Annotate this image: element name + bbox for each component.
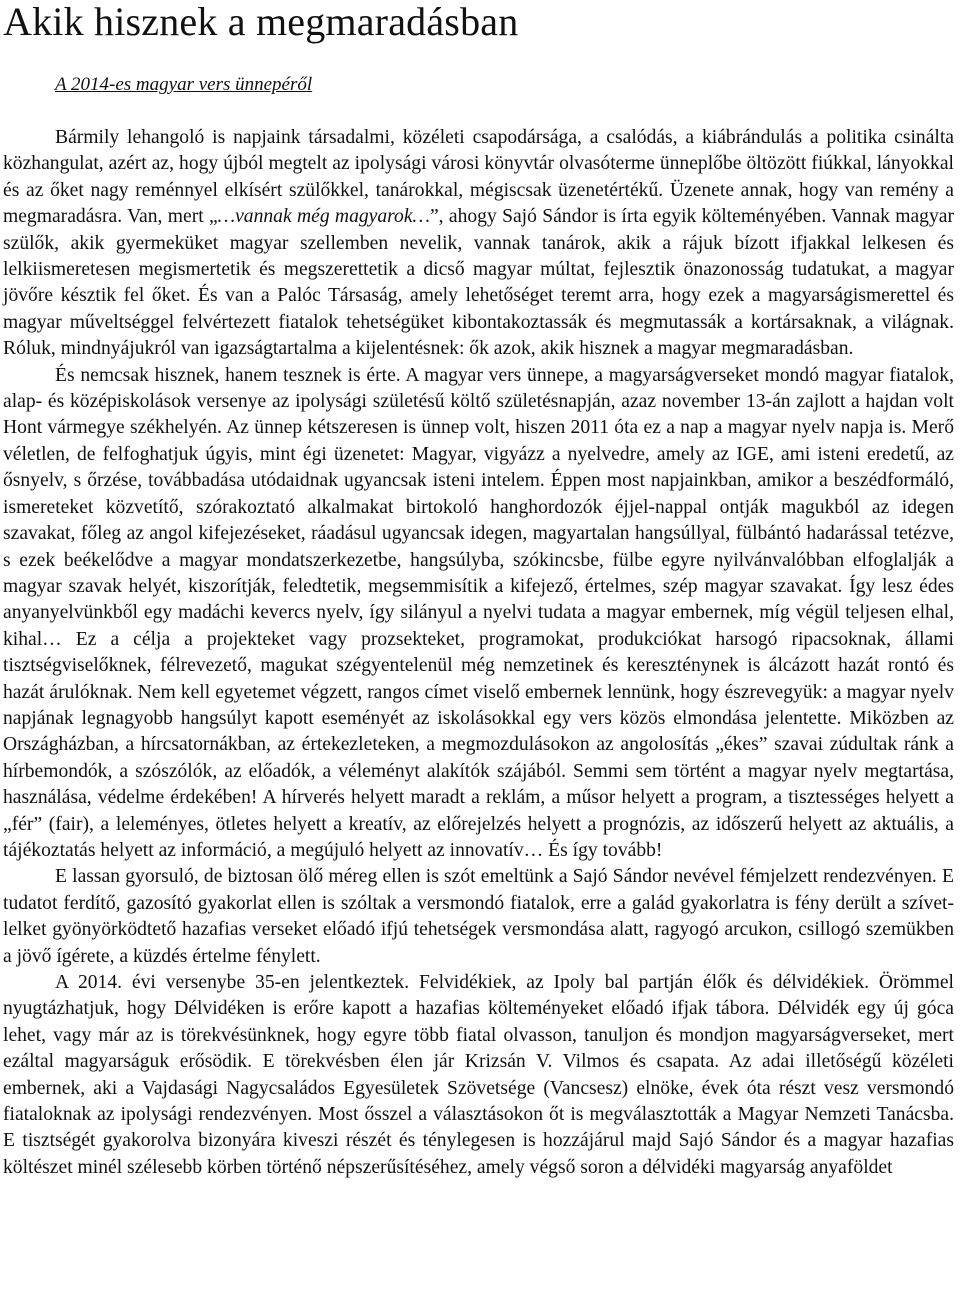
paragraph-1 <box>3 125 954 363</box>
article-body <box>3 125 954 1181</box>
paragraph-4: A 2014. évi versenybe 35-en jelentkeztek. Felvidékiek, az Ipoly bal partján élők és délvidékiek. Örömmel nyugtázhatjuk, hogy Délvidéken is erőre kapott a hazafias költeményeket előadó ifjak tábora. Délvidék egy új góca lehet, vagy már az is törekvésünknek, hogy egyre több fiatal olvasson, tanuljon és mondjon magyarságverseket, mert ezáltal magyarságuk erősödik. E törekvésben élen jár Krizsán V. Vilmos és csapata. Az adai illetőségű közéleti embernek, aki a Vajdasági Nagycsaládos Egyesületek Szövetsége (Vancsesz) elnöke, évek óta részt vesz versmondó fiataloknak az ipolysági rendezvényen. Most ősszel a választásokon őt is megválasztották a Magyar Nemzeti Tanácsba. E tisztségét gyakorolva bizonyára kiveszi részét és ténylegesen is hozzájárul majd Sajó Sándor és a magyar hazafias költészet minél szélesebb körben történő népszerűsítéséhez, amely végső soron a délvidéki magyarság anyaföldet <box>3 972 954 1178</box>
paragraph-1-part-b: ”, ahogy Sajó Sándor is írta egyik költeményében. Vannak magyar szülők, akik gyermeküket magyar szellemben nevelik, vannak tanárok, akik a rájuk bízott ifjakkal lelkesen és lelkiismeretesen megismertetik és megszerettetik a dicső magyar múltat, fejlesztik önazonosság tudatukat, a magyar jövőre késztik fel őket. És van a Palóc Társaság, amely lehetőséget teremt arra, hogy ezek a magyarságismerettel és magyar műveltséggel felvértezett fiatalok tehetségüket kibontakoztassák és megmutassák a kortársaknak, a világnak. Róluk, mindnyájukról van igazságtartalma a kijelentésnek: ők azok, akik hisznek a magyar megmaradásban. <box>3 206 955 360</box>
paragraph-3: E lassan gyorsuló, de biztosan ölő méreg ellen is szót emeltünk a Sajó Sándor nevével fémjelzett rendezvényen. E tudatot ferdítő, gazosító gyakorlat ellen is szóltak a versmondó fiatalok, erre a galád gyakorlatra is fény derült a szívet-lelket gyönyörködtető hazafias verseket előadó ifjú tehetségek versmondása alatt, ragyogó arcukon, csillogó szemükben a jövő ígérete, a küzdés értelme fénylett. <box>3 866 954 967</box>
paragraph-2: És nemcsak hisznek, hanem tesznek is érte. A magyar vers ünnepe, a magyarságverseket mondó magyar fiatalok, alap- és középiskolások versenye az ipolysági születésű költő születésnapján, azaz november 13-án zajlott a hajdan volt Hont vármegye székhelyén. Az ünnep kétszeresen is ünnep volt, hiszen 2011 óta ez a nap a magyar nyelv napja is. Merő véletlen, de felfoghatjuk úgyis, mint égi üzenetet: Magyar, vigyázz a nyelvedre, amely az IGE, ami isteni eredetű, az ősnyelv, s őrzése, továbbadása utódaidnak ugyancsak isteni intelem. Éppen most napjainkban, amikor a beszédformáló, ismereteket közvetítő, szórakoztató alkalmakat birtokoló hanghordozók éjjel-nappal ontják magukból az idegen szavakat, főleg az angol kifejezéseket, ráadásul ugyancsak idegen, magyartalan hangsúllyal, fülbántó hadarással tetézve, s ezek beékelődve a magyar mondatszerkezetbe, hangsúlyba, szókincsbe, fülbe egyre nyilvánvalóbban elfoglalják a magyar szavak helyét, kiszorítják, feledtetik, megsemmisítik a kifejező, értelmes, szép magyar szavakat. Így lesz édes anyanyelvünkből egy madáchi kevercs nyelv, így silányul a nyelvi tudata a magyar embernek, míg végül teljesen elhal, kihal… Ez a célja a projekteket vagy prozsekteket, programokat, produkciókat harsogó ripacsoknak, állami tisztségviselőknek, félrevezető, magukat szégyentelenül még nemzetinek és kereszténynek is álcázott hazát rontó és hazát árulóknak. Nem kell egyetemet végzett, rangos címet viselő embernek lennünk, hogy észrevegyük: a magyar nyelv napjának legnagyobb hangsúlyt kapott eseményét az iskolásokkal egy vers közös elmondása jelentette. Miközben az Országházban, a hírcsatornákban, az értekezleteken, a megmozdulásokon az angolosítás „ékes” szavai zúdultak ránk a hírbemondók, a szószólók, az előadók, a véleményt alakítók szájából. Semmi sem történt a magyar nyelv megtartása, használása, védelme érdekében! A hírverés helyett maradt a reklám, a műsor helyett a program, a tisztességes helyett a „fér” (fair), a leleményes, ötletes helyett a kreatív, az előrejelzés helyett a prognózis, az időszerű helyett az aktuális, a tájékoztatás helyett az információ, a megújuló helyett az innovatív… És így tovább! <box>3 364 954 861</box>
paragraph-1-part-a: Bármily lehangoló is napjaink társadalmi, közéleti csapodársága, a csalódás, a kiábrándulás a politika csinálta közhangulat, azért az, hogy újból megtelt az ipolysági városi könyvtár olvasóterme ünneplőbe öltözött fiúkkal, lányokkal és az őket nagy reménnyel elkísért szülőkkel, tanárokkal, mégiscsak üzenetértékű. Üzenete annak, hogy van remény a megmaradásra. Van, mert „ <box>3 127 954 228</box>
article-subtitle: A 2014-es magyar vers ünnepéről <box>55 74 313 95</box>
poem-quote: …vannak még magyarok… <box>217 206 430 228</box>
article-title: Akik hisznek a megmaradásban <box>3 0 519 44</box>
